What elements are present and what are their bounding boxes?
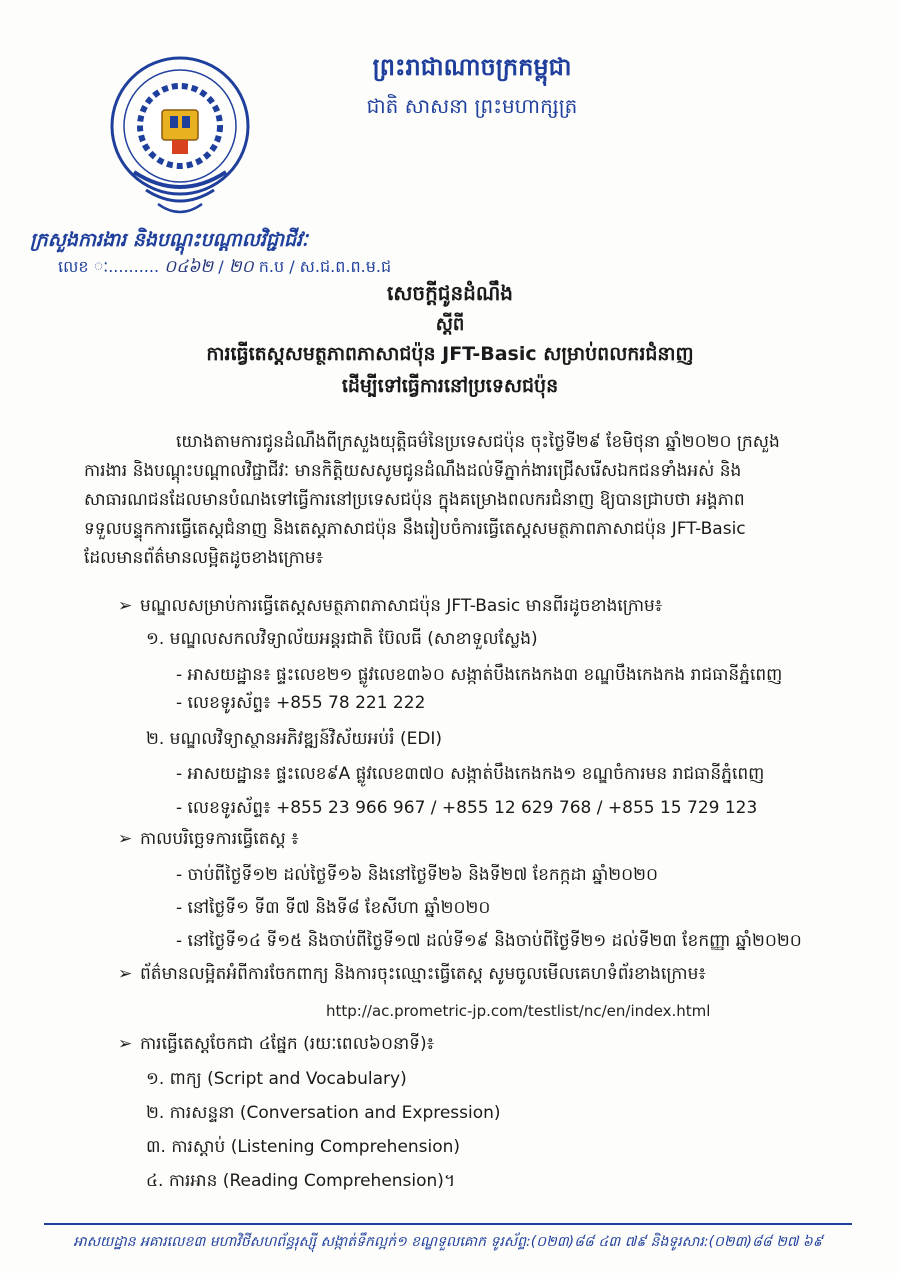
center-2-address: - អាសយដ្ឋាន៖ ផ្ទះលេខ៩A ផ្លូវលេខ៣៧០ សង្កាត់បឹងកេងកង១ ខណ្ឌចំការមន រាជធានីភ្នំពេញ: [176, 764, 765, 784]
reference-number: [58, 256, 391, 281]
arrow-bullet-icon: ➢: [118, 1034, 133, 1054]
schedule-line: - ចាប់ពីថ្ងៃទី១២ ដល់ថ្ងៃទី១៦ និងនៅថ្ងៃទី២៦ និងទី២៧ ខែកក្កដា ឆ្នាំ២០២០: [176, 865, 659, 885]
registration-url-link[interactable]: http://ac.prometric-jp.com/testlist/nc/en/index.html: [326, 1002, 711, 1020]
schedule-heading: ➢ កាលបរិច្ឆេទការធ្វើតេស្ត ៖: [118, 829, 299, 849]
kingdom-title: ព្រះរាជាណាចក្រកម្ពុជា: [372, 52, 572, 81]
ref-number: ០៤៦២: [164, 257, 214, 277]
part-item: ៤. ការអាន (Reading Comprehension)។: [146, 1171, 456, 1191]
footer-address: អាសយដ្ឋាន អគារលេខ៣ មហាវិថីសហព័ន្ធរុស្ស៊ី សង្កាត់ទឹកល្អក់១ ខណ្ឌទួលគោក ទូរស័ព្ទ:(០២៣)៨៨ ៤៣ ៧៩ និងទូរសារ:(០២៣)៨៨ ២៧ ៦៩: [73, 1234, 823, 1250]
part-item: ១. ពាក្យ (Script and Vocabulary): [146, 1069, 407, 1089]
intro-line: ដែលមានព័ត៌មានលម្អិតដូចខាងក្រោម៖: [84, 548, 324, 568]
ref-slash: /: [218, 257, 229, 276]
part-item: ៣. ការស្តាប់ (Listening Comprehension): [146, 1137, 461, 1157]
notice-title: សេចក្តីជូនដំណឹង: [387, 281, 513, 305]
ref-suffix: ក.ប / ស.ជ.ព.ព.ម.ជ: [258, 257, 392, 276]
center-2-phone: - លេខទូរស័ព្ទ៖ +855 23 966 967 / +855 12 629 768 / +855 15 729 123: [176, 798, 758, 818]
ref-year: ២០: [228, 257, 254, 277]
center-1-name: ១. មណ្ឌលសកលវិទ្យាល័យអន្តរជាតិ ប៊ែលធី (សាខាទួលស្លែង): [146, 629, 538, 649]
info-heading: ➢ ព័ត៌មានលម្អិតអំពីការចែកពាក្យ និងការចុះឈ្មោះធ្វើតេស្ត សូមចូលមើលគេហទំព័រខាងក្រោម៖: [118, 964, 706, 984]
part-item: ២. ការសន្ទនា (Conversation and Expression): [146, 1103, 501, 1123]
ref-label: លេខ ៈ..........: [58, 257, 160, 276]
intro-line: យោងតាមការជូនដំណឹងពីក្រសួងយុត្តិធម៌នៃប្រទេសជប៉ុន ចុះថ្ងៃទី២៩ ខែមិថុនា ឆ្នាំ២០២០ ក្រសួង: [176, 432, 780, 452]
subject-line-2: ដើម្បីទៅធ្វើការនៅប្រទេសជប៉ុន: [341, 375, 559, 397]
ministry-seal-icon: [106, 52, 254, 224]
intro-line: ទទួលបន្ទុកការធ្វើតេស្តជំនាញ និងតេស្តភាសាជប៉ុន នឹងរៀបចំការធ្វើតេស្តសមត្ថភាពភាសាជប៉ុន JFT-Basic: [84, 519, 746, 539]
parts-heading: ➢ ការធ្វើតេស្តចែកជា ៤ផ្នែក (រយៈពេល៦០នាទី)៖: [118, 1034, 435, 1054]
national-motto: ជាតិ សាសនា ព្រះមហាក្សត្រ: [366, 94, 578, 118]
center-1-phone: - លេខទូរស័ព្ទ៖ +855 78 221 222: [176, 693, 426, 713]
arrow-bullet-icon: ➢: [118, 596, 133, 616]
schedule-line: - នៅថ្ងៃទី១៤ ទី១៥ និងចាប់ពីថ្ងៃទី១៧ ដល់ទី១៩ និងចាប់ពីថ្ងៃទី២១ ដល់ទី២៣ ខែកញ្ញា ឆ្នាំ២០២០: [176, 931, 802, 951]
intro-line: ការងារ និងបណ្តុះបណ្តាលវិជ្ជាជីវៈ មានកិត្តិយសសូមជូនដំណឹងដល់ទីភ្នាក់ងារជ្រើសរើសឯកជនទាំងអស់ និង: [84, 461, 742, 481]
arrow-bullet-icon: ➢: [118, 829, 133, 849]
schedule-line: - នៅថ្ងៃទី១ ទី៣ ទី៧ និងទី៨ ខែសីហា ឆ្នាំ២០២០: [176, 898, 491, 918]
subject-line-1: ការធ្វើតេស្តសមត្ថភាពភាសាជប៉ុន JFT-Basic សម្រាប់ពលករជំនាញ: [206, 343, 694, 365]
center-1-address: - អាសយដ្ឋាន៖ ផ្ទះលេខ២១ ផ្លូវលេខ៣៦០ សង្កាត់បឹងកេងកង៣ ខណ្ឌបឹងកេងកង រាជធានីភ្នំពេញ: [176, 665, 783, 685]
arrow-bullet-icon: ➢: [118, 964, 133, 984]
ministry-name: ក្រសួងការងារ និងបណ្តុះបណ្តាលវិជ្ជាជីវៈ: [30, 229, 308, 251]
intro-line: សាធារណជនដែលមានបំណងទៅធ្វើការនៅប្រទេសជប៉ុន ក្នុងគម្រោងពលករជំនាញ ឱ្យបានជ្រាបថា អង្គភាព: [84, 490, 745, 510]
about-title: ស្តីពី: [435, 314, 465, 335]
centers-heading: ➢ មណ្ឌលសម្រាប់ការធ្វើតេស្តសមត្ថភាពភាសាជប៉ុន JFT-Basic មានពីរដូចខាងក្រោម៖: [118, 596, 663, 616]
footer-divider: [44, 1223, 852, 1225]
center-2-name: ២. មណ្ឌលវិទ្យាស្ថានអភិវឌ្ឍន៍វិស័យអប់រំ (EDI): [146, 729, 443, 749]
